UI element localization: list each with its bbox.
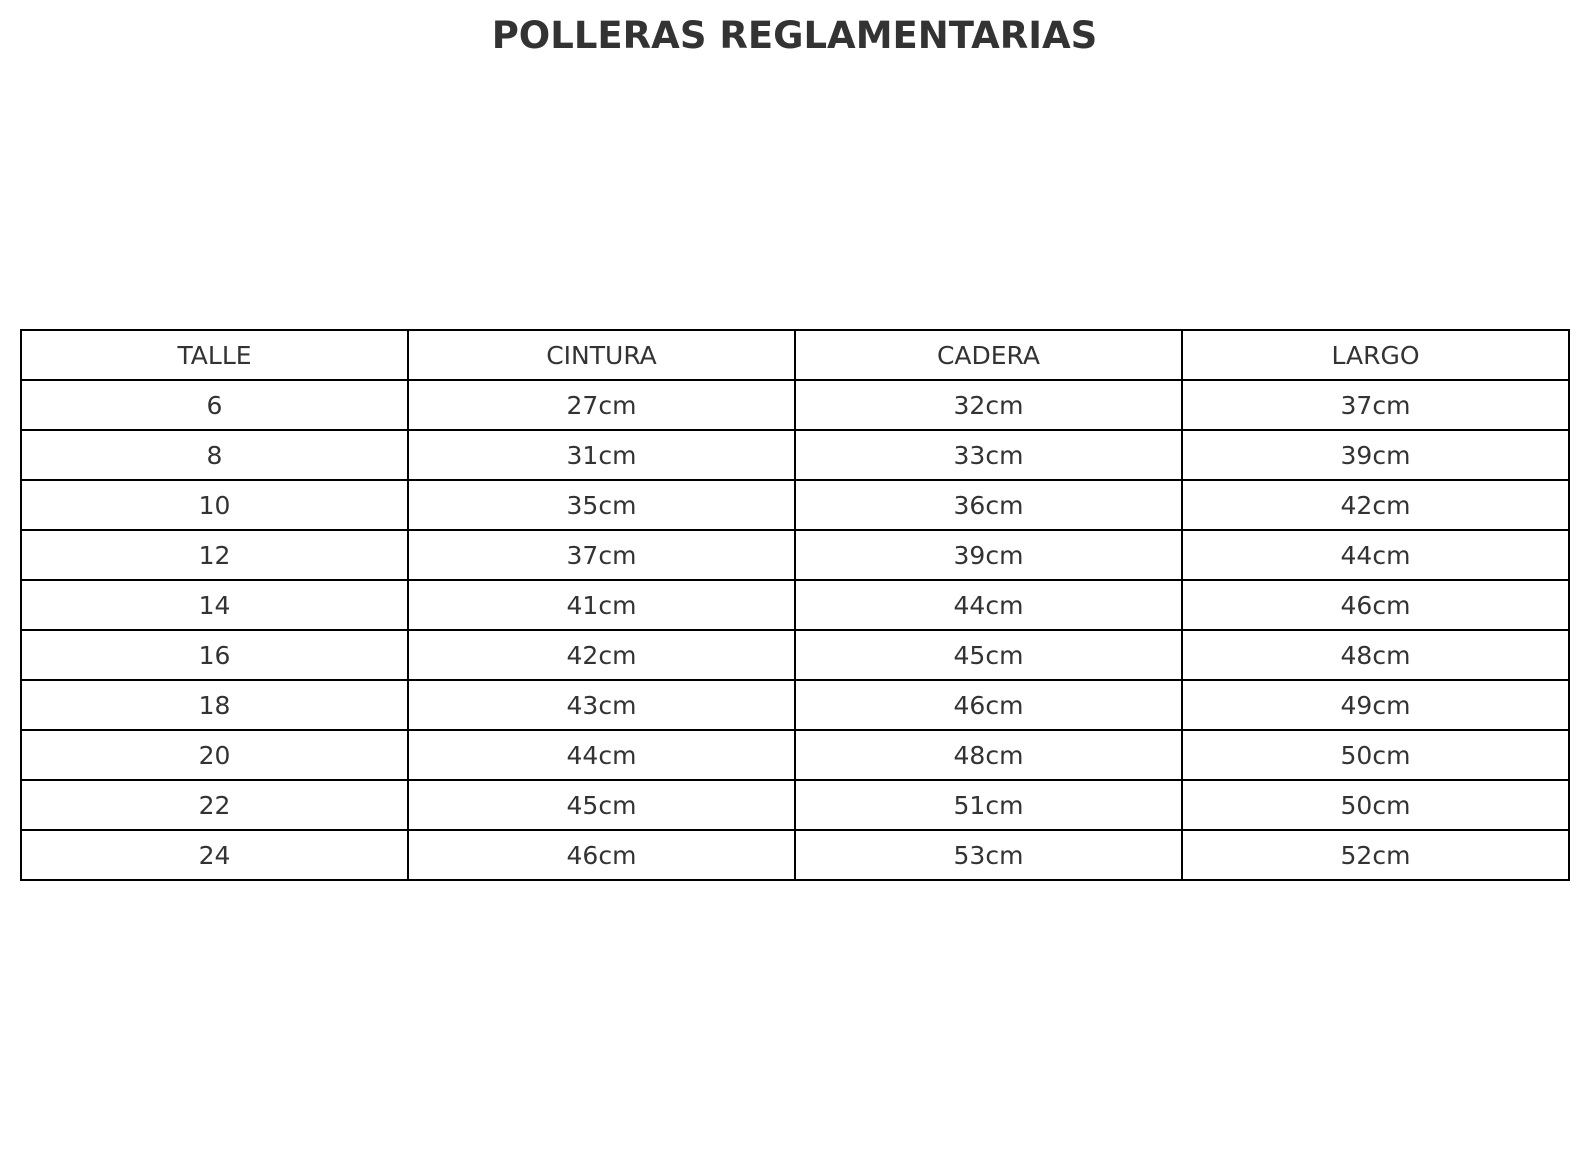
cell-largo: 42cm (1182, 480, 1569, 530)
cell-cintura: 45cm (408, 780, 795, 830)
cell-talle: 12 (21, 530, 408, 580)
cell-cintura: 27cm (408, 380, 795, 430)
table-row (21, 480, 1569, 530)
header-cadera: CADERA (795, 330, 1182, 380)
cell-cadera: 51cm (795, 780, 1182, 830)
table-header (21, 330, 1569, 380)
table-body (21, 380, 1569, 880)
cell-cintura: 43cm (408, 680, 795, 730)
cell-talle: 18 (21, 680, 408, 730)
cell-cadera: 45cm (795, 630, 1182, 680)
cell-largo: 50cm (1182, 730, 1569, 780)
table-row (21, 630, 1569, 680)
cell-largo: 48cm (1182, 630, 1569, 680)
cell-largo: 39cm (1182, 430, 1569, 480)
cell-talle: 10 (21, 480, 408, 530)
header-row (21, 330, 1569, 380)
cell-cadera: 33cm (795, 430, 1182, 480)
cell-cintura: 46cm (408, 830, 795, 880)
table-row (21, 680, 1569, 730)
cell-cadera: 32cm (795, 380, 1182, 430)
cell-largo: 46cm (1182, 580, 1569, 630)
header-largo: LARGO (1182, 330, 1569, 380)
header-talle: TALLE (21, 330, 408, 380)
header-cintura: CINTURA (408, 330, 795, 380)
cell-largo: 49cm (1182, 680, 1569, 730)
cell-talle: 24 (21, 830, 408, 880)
cell-talle: 22 (21, 780, 408, 830)
page-title: POLLERAS REGLAMENTARIAS (491, 14, 1098, 57)
cell-talle: 6 (21, 380, 408, 430)
table-row (21, 730, 1569, 780)
cell-cintura: 41cm (408, 580, 795, 630)
cell-cadera: 46cm (795, 680, 1182, 730)
size-table (20, 329, 1570, 881)
table-row (21, 780, 1569, 830)
table-row (21, 530, 1569, 580)
cell-cintura: 31cm (408, 430, 795, 480)
cell-cadera: 44cm (795, 580, 1182, 630)
cell-cadera: 39cm (795, 530, 1182, 580)
cell-talle: 14 (21, 580, 408, 630)
cell-largo: 37cm (1182, 380, 1569, 430)
cell-cintura: 44cm (408, 730, 795, 780)
cell-talle: 8 (21, 430, 408, 480)
cell-talle: 20 (21, 730, 408, 780)
cell-largo: 52cm (1182, 830, 1569, 880)
cell-cintura: 37cm (408, 530, 795, 580)
cell-cintura: 42cm (408, 630, 795, 680)
cell-cadera: 48cm (795, 730, 1182, 780)
cell-largo: 50cm (1182, 780, 1569, 830)
cell-cadera: 36cm (795, 480, 1182, 530)
cell-largo: 44cm (1182, 530, 1569, 580)
table-row (21, 430, 1569, 480)
table-row (21, 830, 1569, 880)
table-row (21, 580, 1569, 630)
table-row (21, 380, 1569, 430)
cell-cadera: 53cm (795, 830, 1182, 880)
cell-talle: 16 (21, 630, 408, 680)
cell-cintura: 35cm (408, 480, 795, 530)
